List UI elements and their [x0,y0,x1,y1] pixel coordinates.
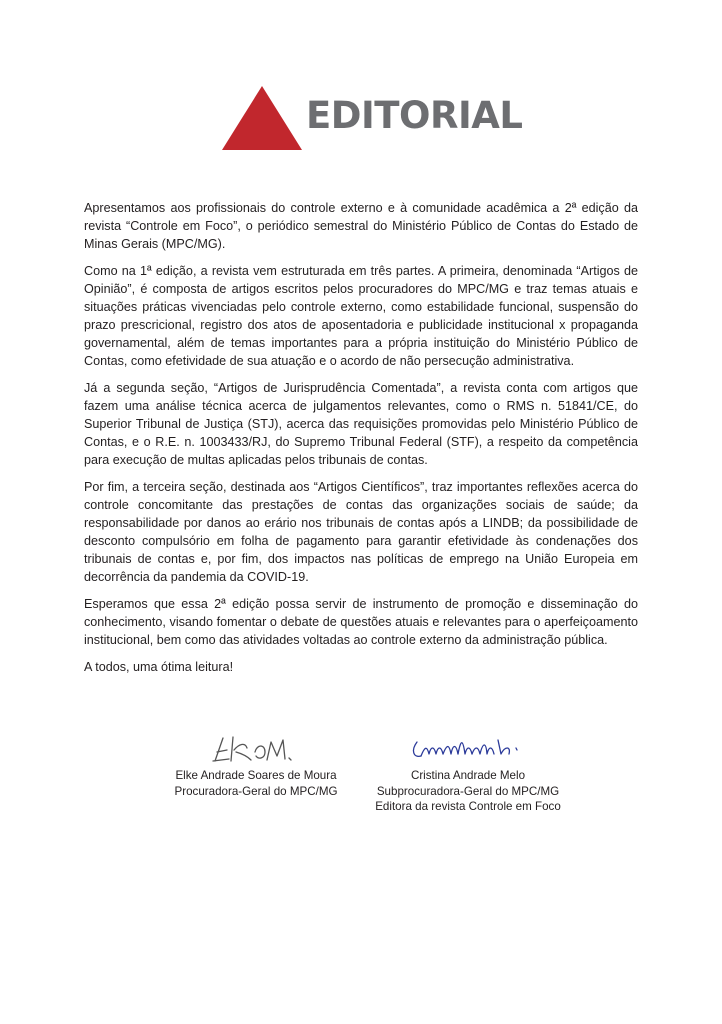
paragraph-jurisprudence: Já a segunda seção, “Artigos de Jurisprudência Comentada”, a revista conta com artigos que fazem uma análise técnica acerca de julgamentos relevantes, como o RMS n. 51841/CE, do Superior Tribunal de Justiça (STJ), acerca das requisições promovidas pelo Ministério Público de Contas, e o R.E. n. 1003433/RJ, do Supremo Tribunal Federal (STF), a respeito da competência para execução de multas aplicadas pelos tribunais de contas. [84,381,638,467]
signature-block-cristina [360,728,576,815]
signature-block-elke [168,728,344,799]
paragraph-structure: Como na 1ª edição, a revista vem estruturada em três partes. A primeira, denominada “Artigos de Opinião”, é composta de artigos escritos pelos procuradores do MPC/MG e traz temas atuais e situações práticas vivenciadas pelo controle externo, como estabilidade funcional, suspensão do prazo prescricional, registro dos atos de aposentadoria e publicidade institucional x propaganda governamental, além de temas importantes para a própria instituição do Ministério Público de Contas, como efetividade de sua atuação e o acordo de não persecução administrativa. [84,264,638,368]
paragraph-intro: Apresentamos aos profissionais do controle externo e à comunidade acadêmica a 2ª edição da revista “Controle em Foco”, o periódico semestral do Ministério Público de Contas do Estado de Minas Gerais (MPC/MG). [84,201,638,251]
paragraph-hope: Esperamos que essa 2ª edição possa servir de instrumento de promoção e disseminação do conhecimento, visando fomentar o debate de questões atuais e relevantes para o aperfeiçoamento institucional, bem como das atividades voltadas ao controle externo da administração pública. [84,597,638,647]
handwritten-signature-cristina [403,728,533,768]
signatory-role: Subprocuradora-Geral do MPC/MG [376,784,560,798]
handwritten-signature-elke [201,728,311,768]
signatory-name: Cristina Andrade Melo [410,769,526,782]
signatory-role-editor: Editora da revista Controle em Foco [375,800,561,813]
paragraph-closing: A todos, uma ótima leitura! [84,660,234,674]
red-triangle-logo [220,84,304,152]
signatory-role: Procuradora-Geral do MPC/MG [174,784,338,798]
paragraph-scientific: Por fim, a terceira seção, destinada aos “Artigos Científicos”, traz importantes reflexões acerca do controle concomitante das prestações de contas das organizações sociais de saúde; da responsabilidade por danos ao erário nos tribunais de contas após a LINDB; da possibilidade de desconto compulsório em folha de pagamento para garantir efetividade às condenações dos tribunais de contas e, por fim, dos impactos nas políticas de emprego na União Europeia em decorrência da pandemia da COVID-19. [84,480,638,584]
signatory-name: Elke Andrade Soares de Moura [175,769,337,782]
editorial-body [84,199,638,685]
editorial-header [220,84,523,154]
page-title: EDITORIAL [306,94,523,137]
